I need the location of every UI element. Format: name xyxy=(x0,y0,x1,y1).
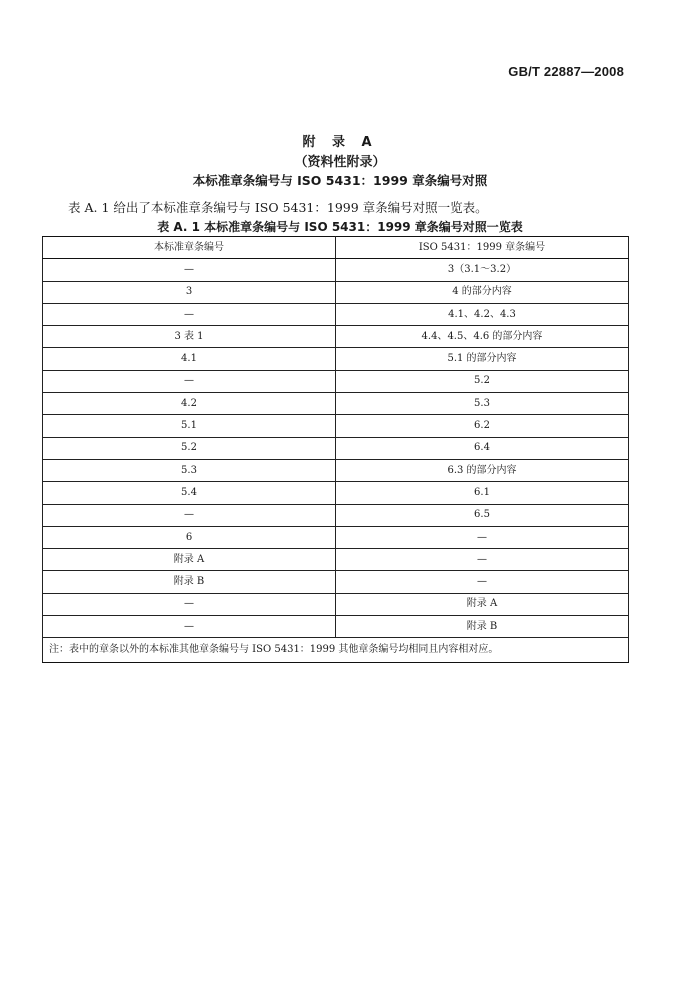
table-note: 注：表中的章条以外的本标准其他章条编号与 ISO 5431：1999 其他章条编号均相同且内容相对应。 xyxy=(43,638,629,663)
header-iso-standard: ISO 5431：1999 章条编号 xyxy=(336,237,629,259)
table-caption: 表 A. 1 本标准章条编号与 ISO 5431：1999 章条编号对照一览表 xyxy=(157,220,523,234)
cell-this-standard: 4.2 xyxy=(43,393,336,415)
cell-this-standard: 6 xyxy=(43,526,336,548)
table-row xyxy=(43,348,629,370)
annex-label: 附 录 A xyxy=(302,135,378,150)
cell-iso: — xyxy=(336,571,629,593)
table-row xyxy=(43,326,629,348)
cell-this-standard: — xyxy=(43,504,336,526)
cell-this-standard: 5.4 xyxy=(43,482,336,504)
cell-this-standard: — xyxy=(43,593,336,615)
cell-this-standard: 附录 B xyxy=(43,571,336,593)
cell-this-standard: 5.3 xyxy=(43,459,336,481)
correspondence-table xyxy=(42,236,629,663)
table-row xyxy=(43,370,629,392)
cell-iso: 4 的部分内容 xyxy=(336,281,629,303)
table-row xyxy=(43,616,629,638)
annex-title: 本标准章条编号与 ISO 5431：1999 章条编号对照 xyxy=(192,173,488,188)
table-header-row xyxy=(43,237,629,259)
cell-iso: 6.5 xyxy=(336,504,629,526)
cell-iso: 附录 A xyxy=(336,593,629,615)
table-row xyxy=(43,549,629,571)
table-row xyxy=(43,437,629,459)
table-note-row xyxy=(43,638,629,663)
cell-this-standard: — xyxy=(43,616,336,638)
cell-iso: 6.4 xyxy=(336,437,629,459)
cell-iso: 3（3.1～3.2） xyxy=(336,259,629,281)
table-row xyxy=(43,526,629,548)
cell-this-standard: 附录 A xyxy=(43,549,336,571)
cell-this-standard: — xyxy=(43,303,336,325)
standard-code: GB/T 22887—2008 xyxy=(508,64,624,79)
header-this-standard: 本标准章条编号 xyxy=(43,237,336,259)
table-row xyxy=(43,459,629,481)
cell-iso: 6.2 xyxy=(336,415,629,437)
cell-this-standard: 3 表 1 xyxy=(43,326,336,348)
table-row xyxy=(43,482,629,504)
cell-this-standard: — xyxy=(43,370,336,392)
table-row xyxy=(43,259,629,281)
intro-paragraph: 表 A. 1 给出了本标准章条编号与 ISO 5431：1999 章条编号对照一览表。 xyxy=(68,200,488,215)
cell-this-standard: 4.1 xyxy=(43,348,336,370)
cell-iso: 5.1 的部分内容 xyxy=(336,348,629,370)
table-row xyxy=(43,281,629,303)
cell-this-standard: — xyxy=(43,259,336,281)
table-row xyxy=(43,415,629,437)
cell-iso: 4.1、4.2、4.3 xyxy=(336,303,629,325)
cell-iso: 附录 B xyxy=(336,616,629,638)
cell-iso: 6.3 的部分内容 xyxy=(336,459,629,481)
table-row xyxy=(43,393,629,415)
table-row xyxy=(43,303,629,325)
cell-iso: 4.4、4.5、4.6 的部分内容 xyxy=(336,326,629,348)
cell-iso: — xyxy=(336,549,629,571)
table-row xyxy=(43,571,629,593)
cell-this-standard: 5.1 xyxy=(43,415,336,437)
cell-iso: 6.1 xyxy=(336,482,629,504)
table-row xyxy=(43,593,629,615)
cell-this-standard: 5.2 xyxy=(43,437,336,459)
cell-iso: 5.2 xyxy=(336,370,629,392)
cell-iso: 5.3 xyxy=(336,393,629,415)
annex-type: （资料性附录） xyxy=(294,155,386,170)
table-row xyxy=(43,504,629,526)
cell-iso: — xyxy=(336,526,629,548)
cell-this-standard: 3 xyxy=(43,281,336,303)
